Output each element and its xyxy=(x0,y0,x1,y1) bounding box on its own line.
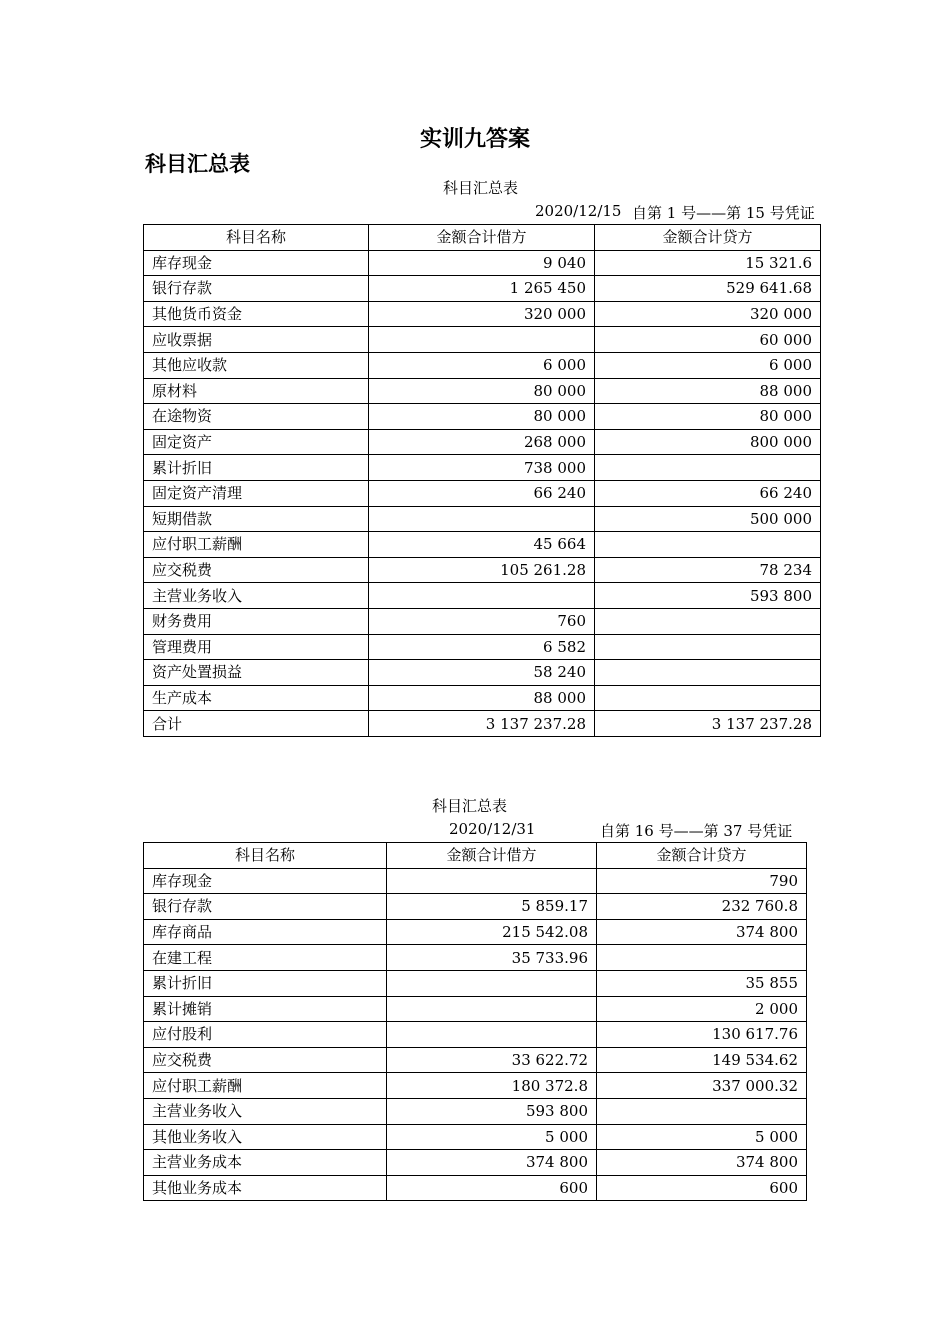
table-row xyxy=(144,455,821,481)
credit-amount-cell: 337 000.32 xyxy=(597,1073,807,1099)
table-row xyxy=(144,660,821,686)
table-row xyxy=(144,1098,807,1124)
credit-amount-cell xyxy=(597,1098,807,1124)
section-heading: 科目汇总表 xyxy=(145,152,250,176)
account-name-cell: 应付股利 xyxy=(144,1022,387,1048)
debit-amount-cell: 6 000 xyxy=(369,352,595,378)
table-row xyxy=(144,1022,807,1048)
table-row xyxy=(144,945,807,971)
table-row xyxy=(144,532,821,558)
account-name-cell: 主营业务收入 xyxy=(144,583,369,609)
credit-amount-cell xyxy=(595,608,821,634)
account-name-cell: 在建工程 xyxy=(144,945,387,971)
table1-voucher-range: 自第 1 号——第 15 号凭证 xyxy=(632,204,815,222)
table2-date: 2020/12/31 xyxy=(449,820,536,838)
credit-amount-cell: 600 xyxy=(597,1175,807,1201)
credit-amount-cell: 6 000 xyxy=(595,352,821,378)
debit-amount-cell: 45 664 xyxy=(369,532,595,558)
table-row xyxy=(144,711,821,737)
account-name-cell: 库存现金 xyxy=(144,868,387,894)
credit-amount-cell xyxy=(595,634,821,660)
table1-date: 2020/12/15 xyxy=(535,202,622,220)
summary-table-2 xyxy=(143,842,807,1201)
account-name-cell: 银行存款 xyxy=(144,276,369,302)
table-row xyxy=(144,352,821,378)
account-name-cell: 固定资产 xyxy=(144,429,369,455)
table-row xyxy=(144,404,821,430)
account-name-cell: 累计摊销 xyxy=(144,996,387,1022)
account-name-cell: 累计折旧 xyxy=(144,455,369,481)
debit-amount-cell: 738 000 xyxy=(369,455,595,481)
account-name-cell: 主营业务成本 xyxy=(144,1150,387,1176)
debit-amount-cell: 66 240 xyxy=(369,480,595,506)
credit-amount-cell: 5 000 xyxy=(597,1124,807,1150)
account-name-cell: 应付职工薪酬 xyxy=(144,1073,387,1099)
summary-table-1 xyxy=(143,224,821,737)
account-name-cell: 财务费用 xyxy=(144,608,369,634)
column-header: 科目名称 xyxy=(144,225,369,251)
debit-amount-cell xyxy=(369,583,595,609)
account-name-cell: 管理费用 xyxy=(144,634,369,660)
debit-amount-cell: 58 240 xyxy=(369,660,595,686)
debit-amount-cell: 180 372.8 xyxy=(387,1073,597,1099)
table-row xyxy=(144,1150,807,1176)
table-row xyxy=(144,868,807,894)
account-name-cell: 固定资产清理 xyxy=(144,480,369,506)
debit-amount-cell: 88 000 xyxy=(369,685,595,711)
table1-body xyxy=(144,225,821,737)
account-name-cell: 生产成本 xyxy=(144,685,369,711)
credit-amount-cell: 15 321.6 xyxy=(595,250,821,276)
credit-amount-cell: 320 000 xyxy=(595,301,821,327)
table-row xyxy=(144,1175,807,1201)
column-header: 金额合计贷方 xyxy=(597,843,807,869)
table-row xyxy=(144,996,807,1022)
credit-amount-cell: 80 000 xyxy=(595,404,821,430)
credit-amount-cell: 232 760.8 xyxy=(597,894,807,920)
credit-amount-cell: 790 xyxy=(597,868,807,894)
column-header: 金额合计借方 xyxy=(369,225,595,251)
debit-amount-cell: 268 000 xyxy=(369,429,595,455)
table-row xyxy=(144,970,807,996)
debit-amount-cell: 593 800 xyxy=(387,1098,597,1124)
debit-amount-cell xyxy=(369,327,595,353)
debit-amount-cell xyxy=(387,970,597,996)
table-row xyxy=(144,480,821,506)
table-row xyxy=(144,1124,807,1150)
account-name-cell: 在途物资 xyxy=(144,404,369,430)
debit-amount-cell: 374 800 xyxy=(387,1150,597,1176)
debit-amount-cell: 5 859.17 xyxy=(387,894,597,920)
table-row xyxy=(144,608,821,634)
table-row xyxy=(144,894,807,920)
credit-amount-cell xyxy=(595,455,821,481)
debit-amount-cell: 3 137 237.28 xyxy=(369,711,595,737)
table-row xyxy=(144,634,821,660)
debit-amount-cell: 600 xyxy=(387,1175,597,1201)
credit-amount-cell: 500 000 xyxy=(595,506,821,532)
debit-amount-cell xyxy=(387,868,597,894)
debit-amount-cell xyxy=(387,996,597,1022)
table-header-row xyxy=(144,225,821,251)
debit-amount-cell: 215 542.08 xyxy=(387,919,597,945)
debit-amount-cell: 80 000 xyxy=(369,378,595,404)
account-name-cell: 银行存款 xyxy=(144,894,387,920)
debit-amount-cell: 760 xyxy=(369,608,595,634)
account-name-cell: 其他应收款 xyxy=(144,352,369,378)
debit-amount-cell: 6 582 xyxy=(369,634,595,660)
table-row xyxy=(144,250,821,276)
table-header-row xyxy=(144,843,807,869)
table-row xyxy=(144,557,821,583)
table-row xyxy=(144,919,807,945)
credit-amount-cell xyxy=(595,532,821,558)
credit-amount-cell: 593 800 xyxy=(595,583,821,609)
debit-amount-cell: 80 000 xyxy=(369,404,595,430)
debit-amount-cell xyxy=(387,1022,597,1048)
page-title: 实训九答案 xyxy=(419,127,530,152)
credit-amount-cell: 130 617.76 xyxy=(597,1022,807,1048)
debit-amount-cell: 320 000 xyxy=(369,301,595,327)
table-row xyxy=(144,429,821,455)
table1-caption: 科目汇总表 xyxy=(443,179,519,197)
credit-amount-cell xyxy=(595,660,821,686)
table-row xyxy=(144,378,821,404)
column-header: 金额合计借方 xyxy=(387,843,597,869)
account-name-cell: 库存商品 xyxy=(144,919,387,945)
table-row xyxy=(144,685,821,711)
table2-voucher-range: 自第 16 号——第 37 号凭证 xyxy=(600,822,793,840)
debit-amount-cell: 1 265 450 xyxy=(369,276,595,302)
account-name-cell: 其他业务成本 xyxy=(144,1175,387,1201)
table2-caption: 科目汇总表 xyxy=(432,797,508,815)
table-row xyxy=(144,1073,807,1099)
account-name-cell: 主营业务收入 xyxy=(144,1098,387,1124)
debit-amount-cell: 105 261.28 xyxy=(369,557,595,583)
credit-amount-cell: 374 800 xyxy=(597,1150,807,1176)
debit-amount-cell: 5 000 xyxy=(387,1124,597,1150)
account-name-cell: 合计 xyxy=(144,711,369,737)
credit-amount-cell: 529 641.68 xyxy=(595,276,821,302)
account-name-cell: 其他货币资金 xyxy=(144,301,369,327)
credit-amount-cell: 374 800 xyxy=(597,919,807,945)
account-name-cell: 累计折旧 xyxy=(144,970,387,996)
table-row xyxy=(144,327,821,353)
debit-amount-cell: 9 040 xyxy=(369,250,595,276)
table2-body xyxy=(144,843,807,1201)
credit-amount-cell: 78 234 xyxy=(595,557,821,583)
credit-amount-cell: 60 000 xyxy=(595,327,821,353)
account-name-cell: 应交税费 xyxy=(144,557,369,583)
debit-amount-cell xyxy=(369,506,595,532)
account-name-cell: 库存现金 xyxy=(144,250,369,276)
account-name-cell: 其他业务收入 xyxy=(144,1124,387,1150)
credit-amount-cell xyxy=(595,685,821,711)
credit-amount-cell: 3 137 237.28 xyxy=(595,711,821,737)
credit-amount-cell: 66 240 xyxy=(595,480,821,506)
column-header: 科目名称 xyxy=(144,843,387,869)
credit-amount-cell xyxy=(597,945,807,971)
account-name-cell: 应收票据 xyxy=(144,327,369,353)
table-row xyxy=(144,1047,807,1073)
account-name-cell: 资产处置损益 xyxy=(144,660,369,686)
credit-amount-cell: 35 855 xyxy=(597,970,807,996)
account-name-cell: 应交税费 xyxy=(144,1047,387,1073)
debit-amount-cell: 35 733.96 xyxy=(387,945,597,971)
table-row xyxy=(144,506,821,532)
account-name-cell: 原材料 xyxy=(144,378,369,404)
credit-amount-cell: 2 000 xyxy=(597,996,807,1022)
credit-amount-cell: 88 000 xyxy=(595,378,821,404)
account-name-cell: 应付职工薪酬 xyxy=(144,532,369,558)
account-name-cell: 短期借款 xyxy=(144,506,369,532)
credit-amount-cell: 149 534.62 xyxy=(597,1047,807,1073)
table-row xyxy=(144,583,821,609)
credit-amount-cell: 800 000 xyxy=(595,429,821,455)
column-header: 金额合计贷方 xyxy=(595,225,821,251)
debit-amount-cell: 33 622.72 xyxy=(387,1047,597,1073)
table-row xyxy=(144,276,821,302)
table-row xyxy=(144,301,821,327)
